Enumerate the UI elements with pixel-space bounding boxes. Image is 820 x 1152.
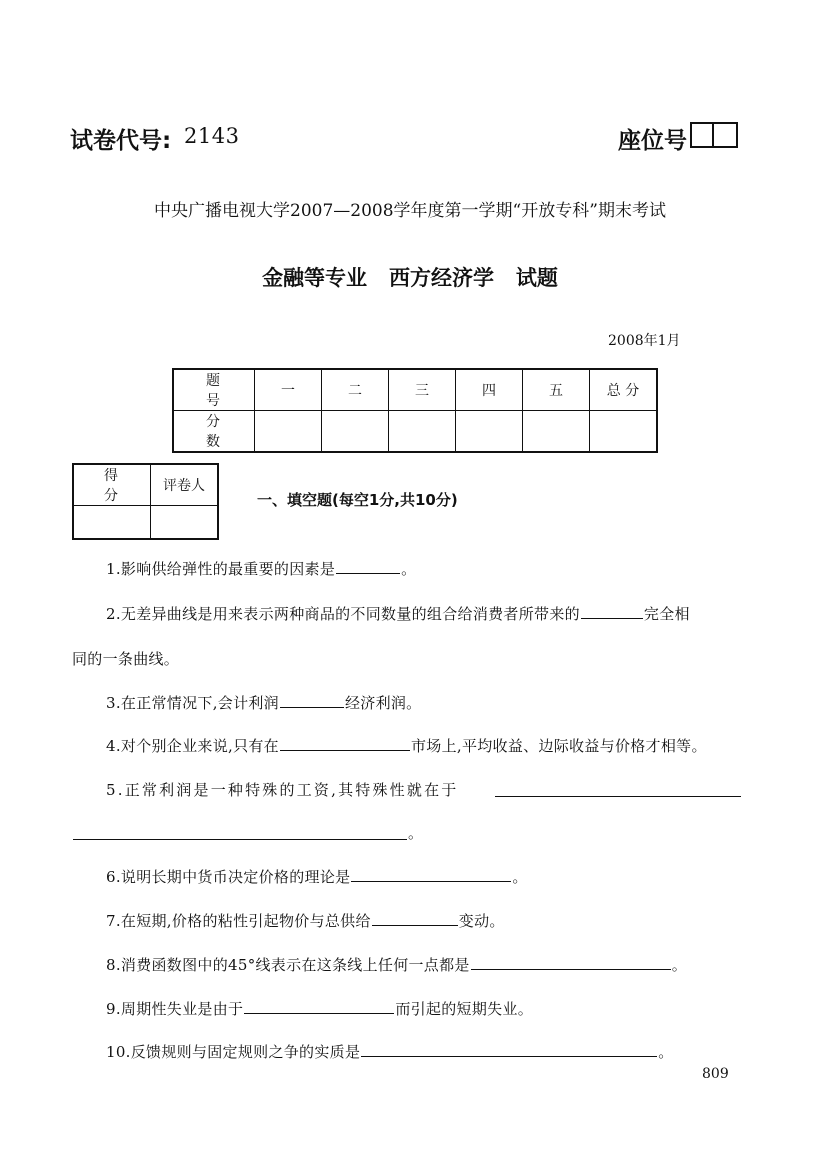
score-table-cell: 二	[322, 369, 389, 411]
score-table-score-row	[173, 411, 657, 453]
score-table-cell: 一	[255, 369, 322, 411]
score-table-header-row	[173, 369, 657, 411]
question-text: 9.周期性失业是由于	[106, 1000, 244, 1018]
answer-blank[interactable]	[361, 1055, 657, 1057]
score-table-cell: 五	[523, 369, 590, 411]
exam-date: 2008年1月	[608, 333, 681, 349]
answer-blank[interactable]	[495, 795, 741, 797]
question-text: 。	[401, 560, 417, 578]
answer-blank[interactable]	[280, 749, 410, 751]
question-7	[106, 910, 505, 931]
score-entry-cell[interactable]	[322, 411, 389, 453]
score-entry-cell[interactable]	[255, 411, 322, 453]
question-text: 7.在短期,价格的粘性引起物价与总供给	[106, 912, 371, 930]
seat-number-box	[714, 122, 738, 148]
question-text: 3.在正常情况下,会计利润	[106, 694, 279, 712]
question-text: 经济利润。	[344, 694, 422, 712]
grader-score-label: 得 分	[73, 464, 151, 506]
answer-blank[interactable]	[471, 968, 671, 970]
question-2-continued: 同的一条曲线。	[72, 650, 180, 668]
question-5	[106, 779, 458, 800]
grader-name-entry[interactable]	[151, 506, 219, 540]
paper-code-value: 2143	[184, 124, 240, 148]
seat-number-boxes	[690, 122, 738, 148]
question-text: 8.消费函数图中的45°线表示在这条线上任何一点都是	[106, 956, 470, 974]
score-entry-cell[interactable]	[456, 411, 523, 453]
question-3	[106, 692, 422, 713]
score-entry-cell[interactable]	[389, 411, 456, 453]
question-text: 4.对个别企业来说,只有在	[106, 737, 279, 755]
question-text: 。	[671, 956, 688, 974]
question-text: 2.无差异曲线是用来表示两种商品的不同数量的组合给消费者所带来的	[106, 605, 580, 623]
question-1	[106, 558, 416, 579]
question-text: 6.说明长期中货币决定价格的理论是	[106, 868, 351, 886]
grader-name-label: 评卷人	[151, 464, 219, 506]
score-table-cell: 分 数	[173, 411, 255, 453]
answer-blank[interactable]	[336, 572, 400, 574]
question-text: 市场上,平均收益、边际收益与价格才相等。	[410, 737, 707, 755]
answer-blank[interactable]	[73, 838, 407, 840]
section-title: 一、填空题(每空1分,共10分)	[257, 491, 458, 509]
score-entry-cell[interactable]	[523, 411, 590, 453]
answer-blank[interactable]	[372, 924, 458, 926]
question-8	[106, 954, 687, 975]
score-table-cell: 总 分	[590, 369, 658, 411]
question-4	[106, 735, 707, 756]
paper-code-label: 试卷代号:	[70, 128, 172, 154]
answer-blank[interactable]	[581, 617, 643, 619]
question-text: 而引起的短期失业。	[395, 1000, 534, 1018]
question-6	[106, 866, 528, 887]
score-table-cell: 四	[456, 369, 523, 411]
question-10	[106, 1041, 674, 1062]
grader-score-entry[interactable]	[73, 506, 151, 540]
score-table-cell: 三	[389, 369, 456, 411]
exam-institution-line: 中央广播电视大学2007—2008学年度第一学期“开放专科”期末考试	[154, 201, 666, 221]
question-text: 10.反馈规则与固定规则之争的实质是	[106, 1043, 361, 1061]
answer-blank[interactable]	[244, 1012, 394, 1014]
grader-table	[72, 463, 219, 540]
question-text: 1.影响供给弹性的最重要的因素是	[106, 560, 336, 578]
seat-number-box	[690, 122, 714, 148]
page-number: 809	[702, 1066, 729, 1082]
question-text: 。	[658, 1043, 674, 1061]
question-text: 5.正常利润是一种特殊的工资,其特殊性就在于	[106, 781, 459, 799]
score-table-cell: 题 号	[173, 369, 255, 411]
question-9	[106, 998, 533, 1019]
score-table	[172, 368, 658, 453]
seat-number-label: 座位号	[618, 128, 687, 154]
exam-title: 金融等专业 西方经济学 试题	[262, 266, 558, 290]
answer-blank[interactable]	[351, 880, 511, 882]
question-text: 。	[512, 868, 528, 886]
answer-blank[interactable]	[280, 706, 344, 708]
score-entry-cell[interactable]	[590, 411, 658, 453]
question-text: 变动。	[458, 912, 505, 930]
question-5-end: 。	[408, 824, 424, 842]
question-text: 完全相	[643, 605, 690, 623]
question-2	[106, 603, 690, 624]
